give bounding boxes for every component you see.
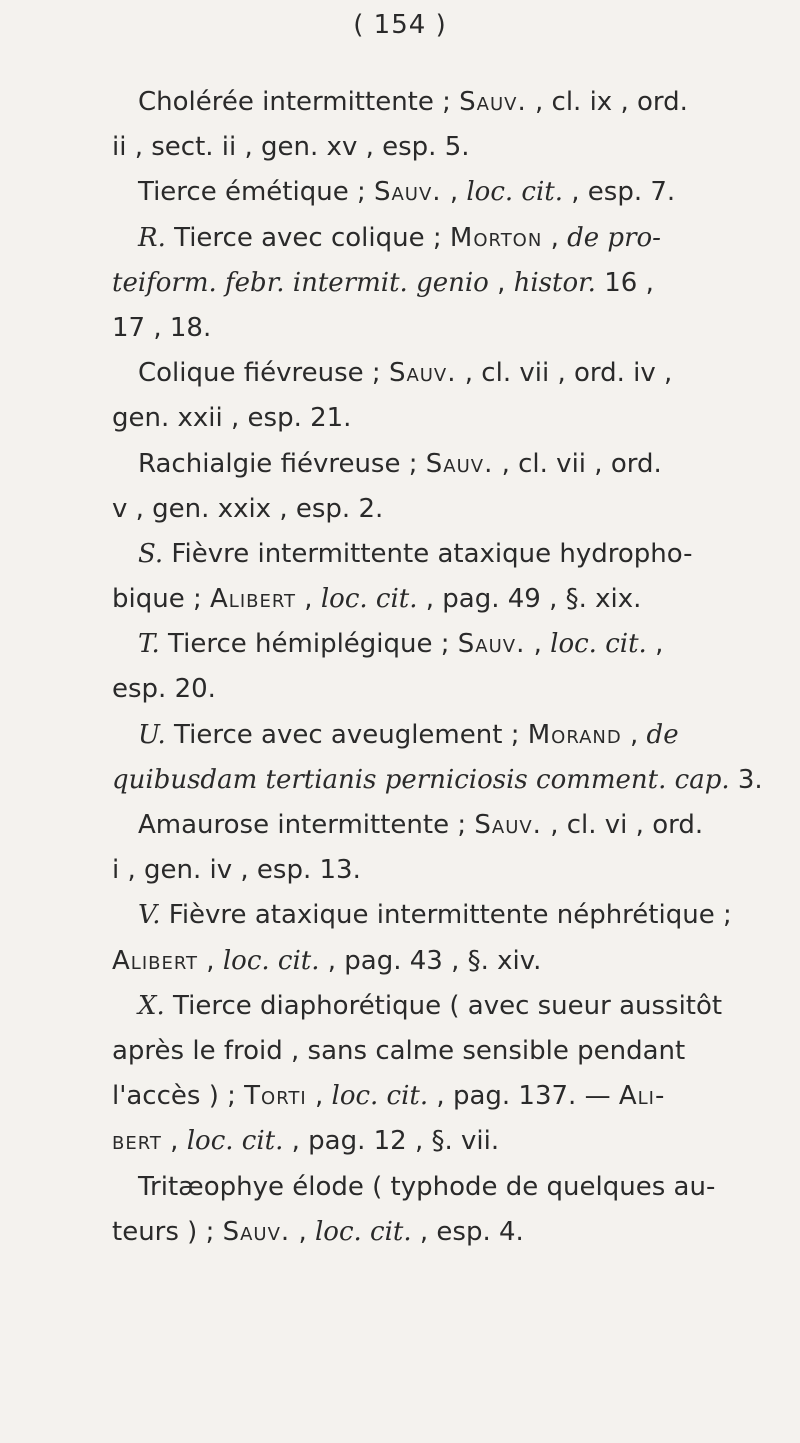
text-line bbox=[112, 351, 794, 396]
body-text bbox=[112, 80, 794, 1255]
text-span: , cl. ix , ord. bbox=[526, 87, 688, 117]
text-span: , cl. vii , ord. bbox=[493, 448, 662, 479]
text-span: Tritæophye élode ( typhode de quelques au- bbox=[138, 1171, 716, 1202]
text-line bbox=[112, 577, 794, 622]
text-span: 17 , 18. bbox=[112, 312, 212, 343]
text-span: Amaurose intermittente ; bbox=[138, 810, 475, 840]
text-span: , pag. 137. — bbox=[428, 1081, 619, 1112]
text-line bbox=[112, 984, 794, 1029]
author-name: Alibert bbox=[210, 584, 297, 615]
text-line bbox=[112, 939, 794, 984]
italic-text: X. bbox=[138, 990, 165, 1021]
italic-text: T. bbox=[138, 629, 160, 660]
text-span: , bbox=[306, 1081, 332, 1112]
italic-text: loc. cit. bbox=[466, 177, 564, 208]
italic-text: loc. cit. bbox=[331, 1081, 429, 1112]
author-name: bert bbox=[112, 1126, 162, 1157]
text-span: i , gen. iv , esp. 13. bbox=[112, 855, 361, 886]
text-line bbox=[112, 442, 794, 487]
author-name: Torti bbox=[244, 1081, 307, 1112]
text-line bbox=[112, 1165, 794, 1210]
text-line bbox=[112, 306, 794, 351]
text-span: , bbox=[441, 177, 467, 208]
text-line bbox=[112, 667, 794, 712]
text-span: Fièvre ataxique intermittente néphrétique ; bbox=[160, 900, 732, 931]
text-line bbox=[112, 396, 794, 441]
italic-text: de bbox=[646, 719, 679, 750]
author-name: Sauv. bbox=[222, 1216, 291, 1247]
text-span: Tierce hémiplégique ; bbox=[159, 629, 458, 660]
text-line bbox=[112, 893, 794, 938]
text-span: l'accès ) ; bbox=[112, 1081, 245, 1112]
author-name: Sauv. bbox=[457, 629, 526, 660]
text-line bbox=[112, 848, 794, 893]
text-span: , bbox=[542, 222, 568, 253]
text-span: 3. bbox=[729, 764, 763, 795]
text-line bbox=[112, 125, 794, 170]
text-span: Tierce avec aveuglement ; bbox=[165, 719, 528, 750]
text-span: teurs ) ; bbox=[112, 1216, 223, 1247]
author-name: Morand bbox=[527, 719, 622, 750]
text-span: , bbox=[525, 629, 551, 660]
text-line bbox=[112, 1029, 794, 1074]
text-span: , cl. vi , ord. bbox=[541, 810, 704, 840]
text-line bbox=[112, 216, 794, 261]
text-span: ii , sect. ii , gen. xv , esp. 5. bbox=[112, 132, 470, 163]
author-name: Sauv. bbox=[459, 87, 527, 117]
author-name: Sauv. bbox=[425, 448, 494, 479]
author-name: Sauv. bbox=[388, 358, 457, 389]
author-name: Ali- bbox=[618, 1081, 666, 1112]
text-span: , bbox=[488, 267, 514, 298]
italic-text: loc. cit. bbox=[314, 1216, 412, 1247]
text-span: Tierce diaphorétique ( avec sueur aussitôt bbox=[164, 990, 723, 1021]
text-span: , bbox=[646, 629, 664, 660]
italic-text: U. bbox=[138, 719, 166, 750]
text-line bbox=[112, 622, 794, 667]
italic-text: loc. cit. bbox=[222, 945, 320, 976]
page-number: ( 154 ) bbox=[353, 10, 447, 40]
italic-text: loc. cit. bbox=[320, 584, 418, 615]
author-name: Sauv. bbox=[474, 810, 542, 840]
text-span: Tierce émétique ; bbox=[138, 177, 374, 208]
text-span: , bbox=[296, 584, 321, 615]
italic-text: loc. cit. bbox=[186, 1126, 284, 1157]
text-line bbox=[112, 261, 794, 306]
text-span: Colique fiévreuse ; bbox=[138, 358, 389, 389]
text-span: , bbox=[290, 1216, 315, 1247]
text-span: , bbox=[198, 945, 223, 976]
italic-text: de pro- bbox=[567, 222, 661, 253]
author-name: Alibert bbox=[112, 945, 199, 976]
text-line bbox=[112, 1074, 794, 1119]
text-span: Fièvre intermittente ataxique hydropho- bbox=[163, 538, 693, 569]
text-span: , pag. 12 , §. vii. bbox=[283, 1126, 500, 1157]
italic-text: histor. bbox=[513, 267, 596, 298]
italic-text: quibusdam tertianis perniciosis comment. cap. bbox=[112, 764, 730, 795]
author-name: Sauv. bbox=[373, 177, 442, 208]
text-span: gen. xxii , esp. 21. bbox=[112, 403, 352, 434]
text-span: après le froid , sans calme sensible pendant bbox=[112, 1035, 686, 1066]
text-span: , pag. 43 , §. xiv. bbox=[319, 945, 542, 976]
italic-text: S. bbox=[138, 538, 164, 569]
text-line bbox=[112, 170, 794, 215]
text-span: , esp. 7. bbox=[563, 177, 676, 208]
text-line bbox=[112, 1210, 794, 1255]
text-span: v , gen. xxix , esp. 2. bbox=[112, 493, 384, 524]
text-line bbox=[112, 803, 794, 848]
text-line bbox=[112, 758, 794, 803]
text-span: Tierce avec colique ; bbox=[165, 222, 450, 253]
text-span: Rachialgie fiévreuse ; bbox=[138, 448, 426, 479]
text-line bbox=[112, 713, 794, 758]
text-span: , pag. 49 , §. xix. bbox=[417, 584, 642, 615]
text-line bbox=[112, 487, 794, 532]
text-span: esp. 20. bbox=[112, 674, 216, 705]
text-span: bique ; bbox=[112, 584, 210, 615]
italic-text: V. bbox=[138, 900, 161, 931]
text-line bbox=[112, 1119, 794, 1164]
text-span: , esp. 4. bbox=[411, 1216, 524, 1247]
text-span: , bbox=[621, 719, 647, 750]
text-span: Cholérée intermittente ; bbox=[138, 87, 460, 117]
author-name: Morton bbox=[449, 222, 543, 253]
text-line bbox=[112, 532, 794, 577]
text-line bbox=[112, 80, 794, 125]
text-span: , cl. vii , ord. iv , bbox=[456, 358, 673, 389]
italic-text: loc. cit. bbox=[550, 629, 647, 660]
italic-text: teiform. febr. intermit. genio bbox=[112, 267, 489, 298]
text-span: , bbox=[161, 1126, 187, 1157]
text-span: 16 , bbox=[595, 267, 654, 298]
italic-text: R. bbox=[138, 222, 166, 253]
